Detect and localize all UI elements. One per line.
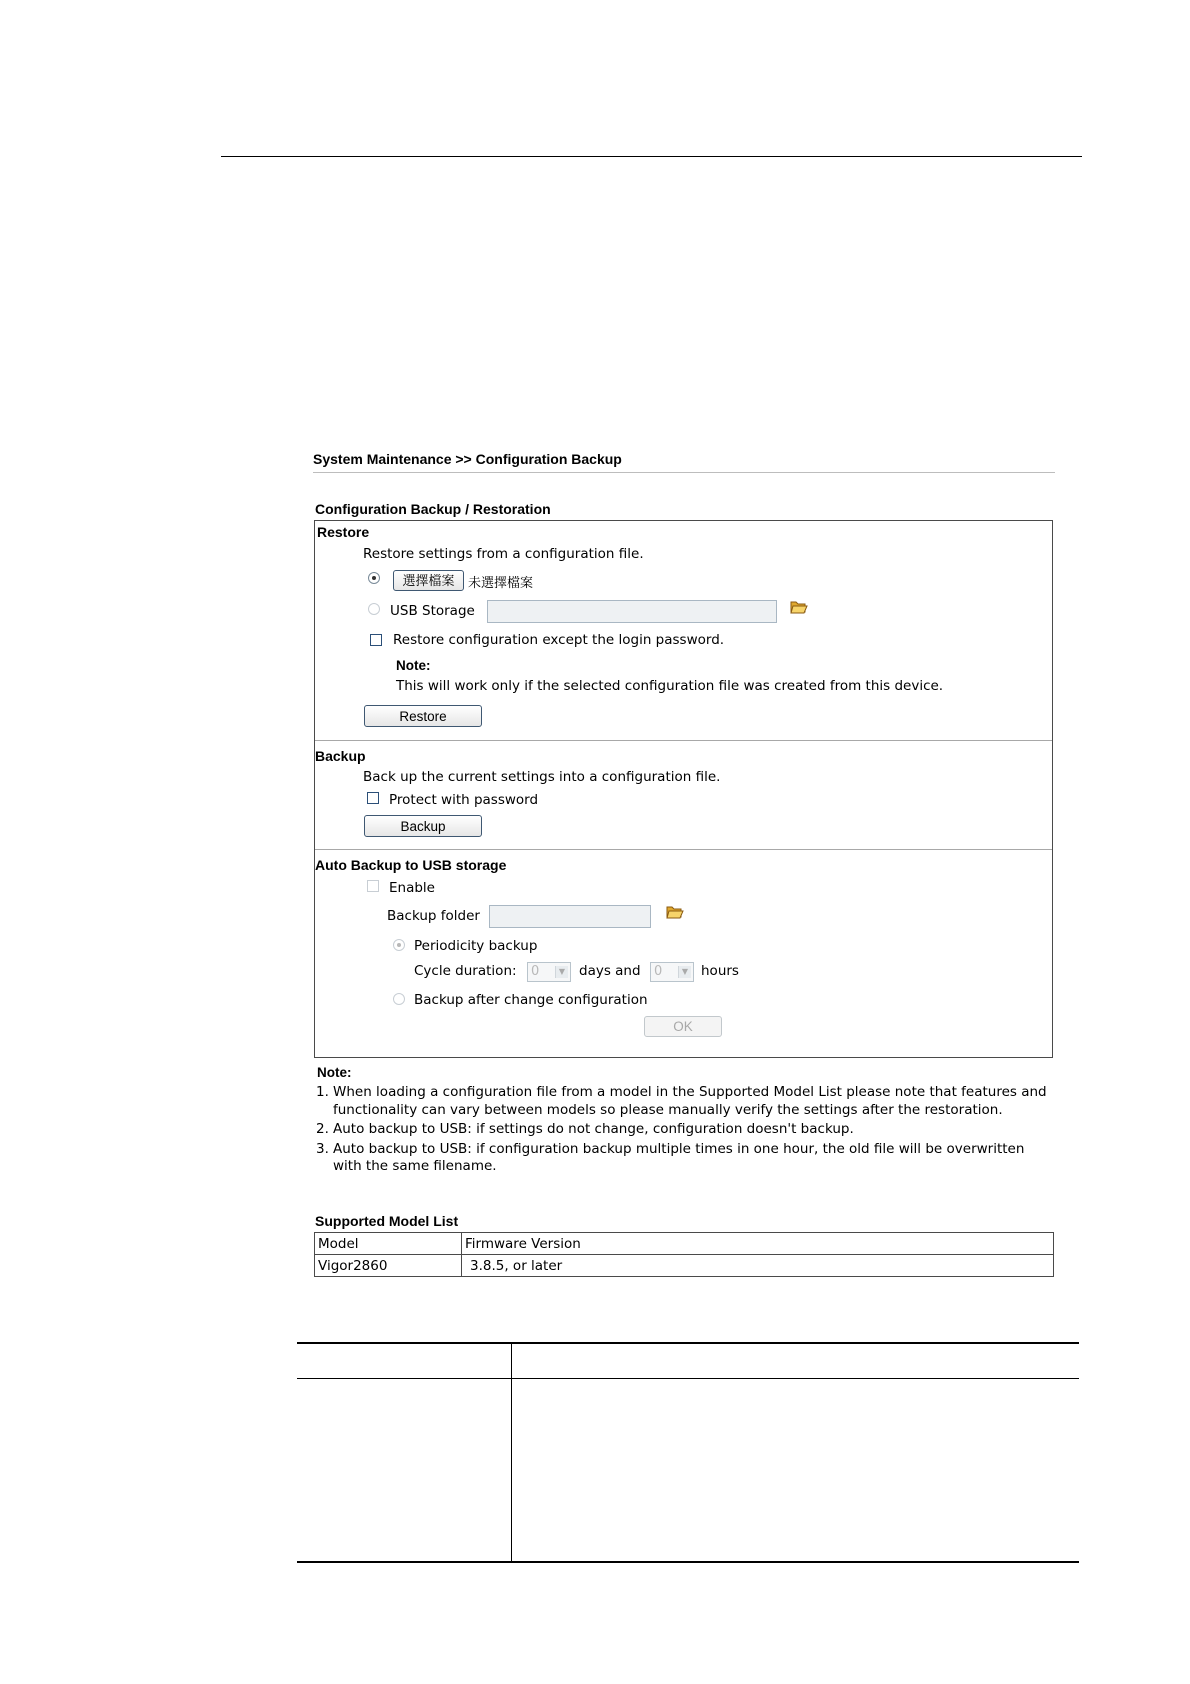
table-header-cell: Model bbox=[315, 1233, 462, 1255]
note-text: Auto backup to USB: if configuration backup multiple times in one hour, the old file will be overwritten with the same filename. bbox=[333, 1140, 1025, 1174]
chevron-down-icon: ▼ bbox=[678, 966, 691, 978]
restore-button[interactable]: Restore bbox=[364, 705, 482, 727]
folder-open-icon[interactable] bbox=[666, 905, 684, 919]
section-title: Configuration Backup / Restoration bbox=[315, 501, 551, 517]
description-table-bottom-rule bbox=[297, 1561, 1079, 1563]
restore-from-usb-radio[interactable] bbox=[368, 603, 380, 615]
choose-file-button[interactable]: 選擇檔案 bbox=[393, 570, 464, 591]
cycle-hours-value: 0 bbox=[654, 964, 663, 979]
table-header-cell: Firmware Version bbox=[462, 1233, 1054, 1255]
notes-list bbox=[316, 1084, 1056, 1178]
usb-storage-input[interactable] bbox=[487, 600, 777, 623]
radio-selected-icon bbox=[372, 576, 376, 580]
table-cell-firmware: 3.8.5, or later bbox=[462, 1255, 1054, 1277]
note-number: 3. bbox=[316, 1140, 329, 1157]
section-divider bbox=[315, 740, 1052, 741]
cycle-days-value: 0 bbox=[531, 964, 540, 979]
backup-folder-input[interactable] bbox=[489, 905, 651, 928]
supported-models-title: Supported Model List bbox=[315, 1213, 459, 1229]
table-row bbox=[315, 1255, 1054, 1277]
auto-backup-enable-label: Enable bbox=[389, 880, 435, 896]
restore-note-text: This will work only if the selected configuration file was created from this device. bbox=[396, 678, 944, 694]
page-header-rule bbox=[221, 156, 1082, 157]
radio-selected-icon bbox=[397, 943, 401, 947]
table-header-row bbox=[315, 1233, 1054, 1255]
except-password-checkbox[interactable] bbox=[370, 634, 382, 646]
note-text: Auto backup to USB: if settings do not change, configuration doesn't backup. bbox=[333, 1121, 854, 1137]
auto-backup-heading: Auto Backup to USB storage bbox=[315, 857, 507, 873]
notes-title: Note: bbox=[317, 1065, 352, 1080]
cycle-days-select[interactable] bbox=[527, 962, 571, 982]
description-table-header-rule bbox=[297, 1378, 1079, 1379]
protect-password-label: Protect with password bbox=[389, 792, 539, 808]
backup-heading: Backup bbox=[315, 748, 366, 764]
note-number: 2. bbox=[316, 1121, 329, 1137]
no-file-chosen-text: 未選擇檔案 bbox=[468, 576, 534, 591]
note-item bbox=[316, 1084, 1056, 1119]
description-table-column-divider bbox=[511, 1343, 512, 1562]
cycle-duration-label: Cycle duration: bbox=[414, 963, 517, 979]
usb-storage-label: USB Storage bbox=[390, 603, 475, 619]
note-number: 1. bbox=[316, 1084, 329, 1100]
periodicity-backup-label: Periodicity backup bbox=[414, 938, 538, 954]
table-cell-model: Vigor2860 bbox=[315, 1255, 462, 1277]
restore-heading: Restore bbox=[317, 524, 370, 540]
protect-password-checkbox[interactable] bbox=[367, 792, 379, 804]
ok-button[interactable]: OK bbox=[644, 1016, 722, 1037]
supported-models-table bbox=[314, 1232, 1054, 1277]
title-underline bbox=[313, 472, 1055, 473]
note-text: When loading a configuration file from a model in the Supported Model List please note that features and functionality can vary between models so please manually verify the settings after the restoration. bbox=[333, 1084, 1047, 1118]
restore-from-file-radio[interactable] bbox=[368, 572, 380, 584]
backup-folder-label: Backup folder bbox=[387, 908, 480, 924]
section-divider bbox=[315, 849, 1052, 850]
periodicity-backup-radio[interactable] bbox=[393, 939, 405, 951]
auto-backup-enable-checkbox[interactable] bbox=[367, 880, 379, 892]
backup-after-change-radio[interactable] bbox=[393, 993, 405, 1005]
note-item bbox=[316, 1141, 1056, 1176]
hours-label: hours bbox=[701, 963, 739, 979]
backup-button[interactable]: Backup bbox=[364, 815, 482, 837]
description-table-top-rule bbox=[297, 1342, 1079, 1344]
days-and-label: days and bbox=[579, 963, 641, 979]
note-item bbox=[316, 1121, 1056, 1139]
page-title: System Maintenance >> Configuration Backup bbox=[313, 451, 622, 467]
backup-description: Back up the current settings into a configuration file. bbox=[363, 769, 721, 785]
folder-open-icon[interactable] bbox=[790, 600, 808, 614]
backup-after-change-label: Backup after change configuration bbox=[414, 992, 648, 1008]
restore-description: Restore settings from a configuration file. bbox=[363, 546, 644, 562]
chevron-down-icon: ▼ bbox=[555, 966, 568, 978]
cycle-hours-select[interactable] bbox=[650, 962, 694, 982]
except-password-label: Restore configuration except the login password. bbox=[393, 632, 725, 648]
restore-note-title: Note: bbox=[396, 658, 431, 673]
